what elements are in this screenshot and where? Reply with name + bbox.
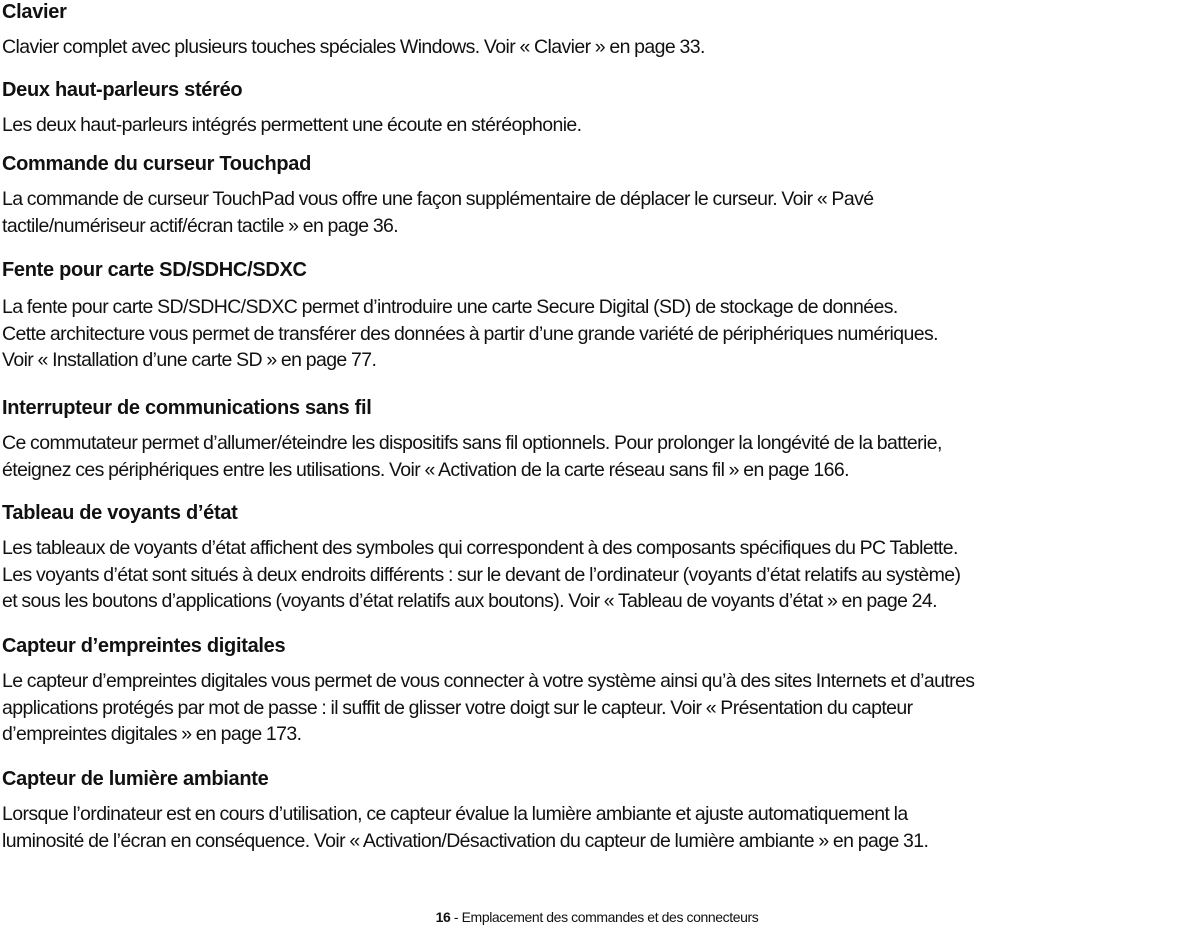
section-paragraph	[2, 430, 1192, 483]
section-carte-sd	[2, 258, 1192, 374]
paragraph-line: Les deux haut-parleurs intégrés permettent une écoute en stéréophonie.	[2, 114, 582, 136]
section-empreintes	[2, 634, 1192, 748]
paragraph-line: Voir « Installation d’une carte SD » en page 77.	[2, 349, 377, 371]
paragraph-line: d’empreintes digitales » en page 173.	[2, 723, 302, 745]
section-heading: Deux haut-parleurs stéréo	[2, 79, 243, 101]
paragraph-line: éteignez ces périphériques entre les utilisations. Voir « Activation de la carte réseau sans fil » en page 166.	[2, 458, 849, 481]
section-haut-parleurs	[2, 78, 1192, 139]
section-heading: Tableau de voyants d’état	[2, 502, 238, 524]
section-heading: Capteur d’empreintes digitales	[2, 635, 286, 657]
paragraph-line: Le capteur d’empreintes digitales vous permet de vous connecter à votre système ainsi qu’à des sites Internets et d’autres	[2, 670, 975, 692]
paragraph-line: tactile/numériseur actif/écran tactile » en page 36.	[2, 214, 399, 237]
section-clavier	[2, 0, 1192, 61]
section-paragraph	[2, 535, 1192, 615]
section-heading: Clavier	[2, 1, 67, 23]
section-heading: Commande du curseur Touchpad	[2, 153, 312, 175]
section-heading: Capteur de lumière ambiante	[2, 768, 269, 790]
section-heading: Fente pour carte SD/SDHC/SDXC	[2, 259, 307, 281]
paragraph-line: Ce commutateur permet d’allumer/éteindre les dispositifs sans fil optionnels. Pour prolonger la longévité de la batterie,	[2, 432, 942, 454]
section-paragraph	[2, 34, 1192, 61]
paragraph-line: applications protégés par mot de passe : il suffit de glisser votre doigt sur le capteur. Voir « Présentation du capteur	[2, 696, 913, 719]
paragraph-line: luminosité de l’écran en conséquence. Voir « Activation/Désactivation du capteur de lumière ambiante » en page 31.	[2, 829, 929, 852]
paragraph-line: Les voyants d’état sont situés à deux endroits différents : sur le devant de l’ordinateur (voyants d’état relatifs au système)	[2, 563, 961, 586]
paragraph-line: La commande de curseur TouchPad vous offre une façon supplémentaire de déplacer le curseur. Voir « Pavé	[2, 188, 874, 210]
page-footer	[0, 908, 1194, 926]
section-paragraph	[2, 668, 1192, 748]
section-paragraph	[2, 112, 1192, 139]
section-paragraph	[2, 801, 1192, 854]
section-sans-fil	[2, 396, 1192, 483]
section-paragraph	[2, 186, 1192, 239]
paragraph-line: et sous les boutons d’applications (voyants d’état relatifs aux boutons). Voir « Tableau de voyants d’état » en page 24.	[2, 590, 937, 612]
paragraph-line: Lorsque l’ordinateur est en cours d’utilisation, ce capteur évalue la lumière ambiante et ajuste automatiquement la	[2, 803, 908, 825]
page-number: 16	[435, 909, 451, 925]
section-heading: Interrupteur de communications sans fil	[2, 397, 372, 419]
paragraph-line: Les tableaux de voyants d’état affichent des symboles qui correspondent à des composants spécifiques du PC Tablette.	[2, 537, 958, 559]
section-paragraph	[2, 294, 1192, 374]
section-voyants	[2, 501, 1192, 615]
footer-text: - Emplacement des commandes et des connecteurs	[450, 909, 759, 925]
paragraph-line: Clavier complet avec plusieurs touches spéciales Windows. Voir « Clavier » en page 33.	[2, 36, 705, 58]
section-touchpad	[2, 152, 1192, 239]
paragraph-line: La fente pour carte SD/SDHC/SDXC permet d’introduire une carte Secure Digital (SD) de stockage de données.	[2, 296, 898, 318]
section-lumiere-ambiante	[2, 767, 1192, 854]
paragraph-line: Cette architecture vous permet de transférer des données à partir d’une grande variété de périphériques numériques.	[2, 322, 938, 345]
